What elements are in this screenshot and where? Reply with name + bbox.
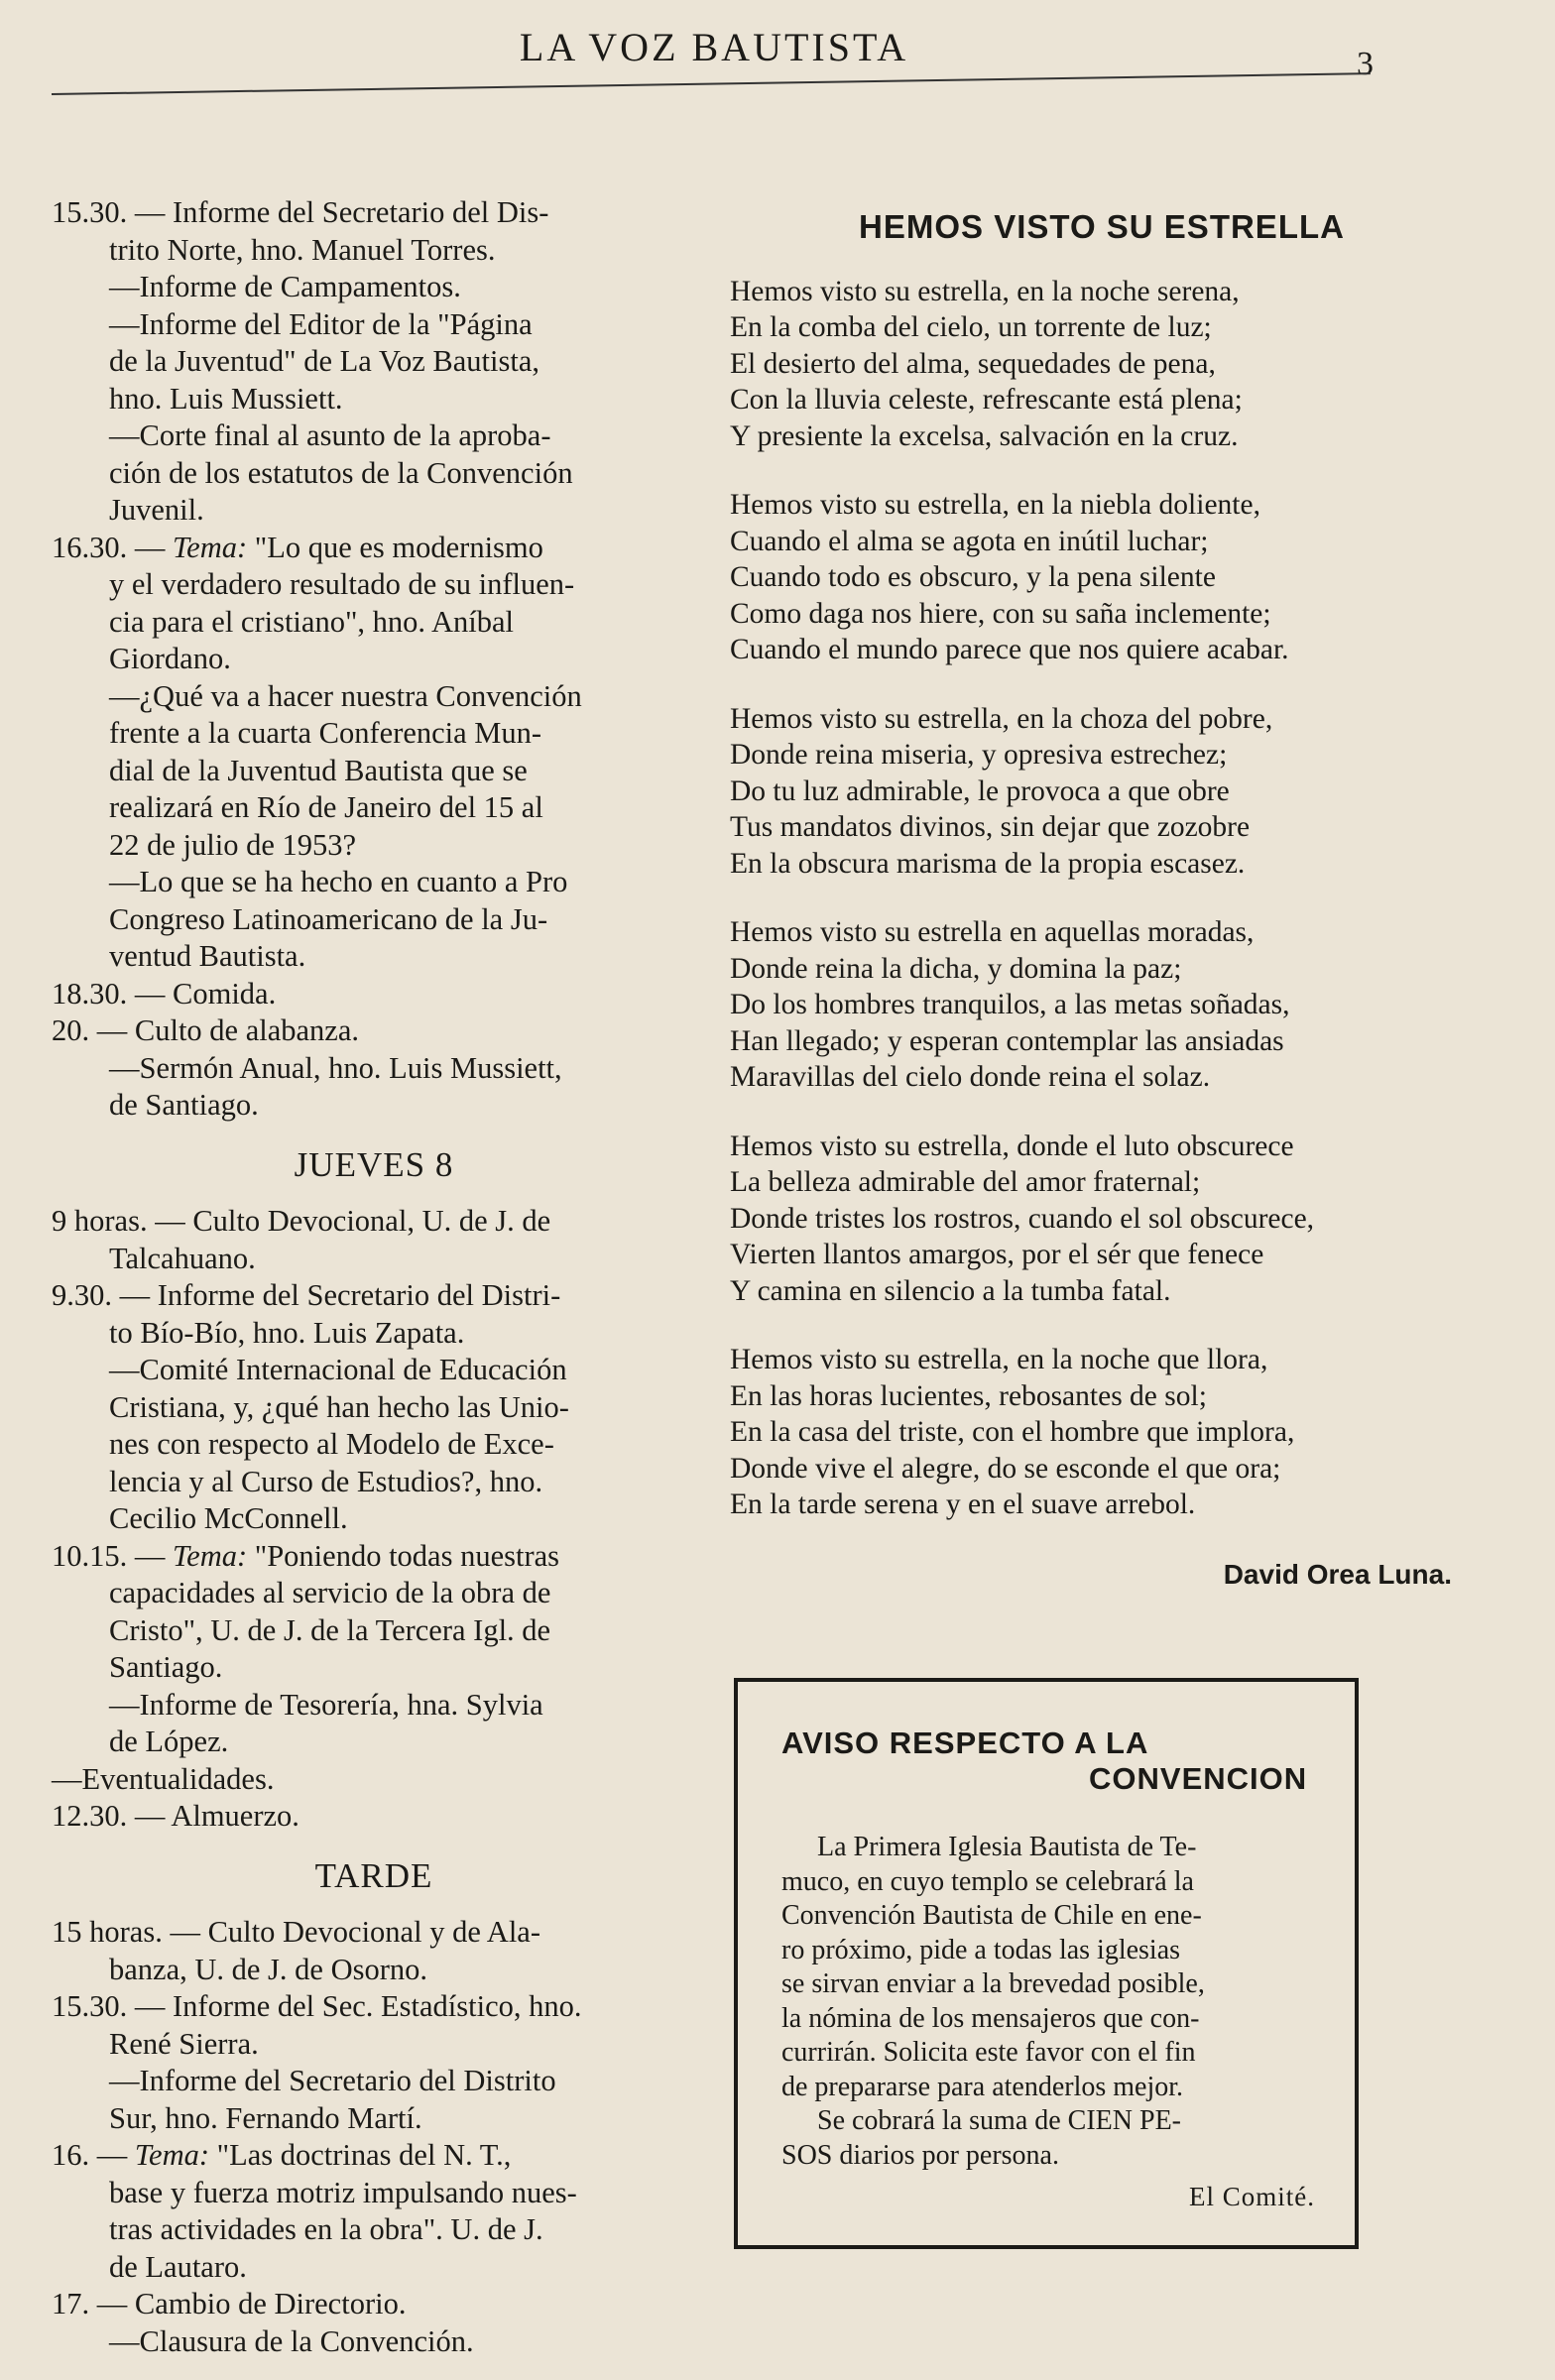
program-line: 9 horas. — Culto Devocional, U. de J. de bbox=[52, 1204, 551, 1238]
program-line: 9.30. — Informe del Secretario del Distri- bbox=[52, 1278, 561, 1312]
poem-line: Hemos visto su estrella, en la noche que llora, bbox=[730, 1344, 1268, 1375]
poem-line: El desierto del alma, sequedades de pena, bbox=[730, 347, 1216, 380]
poem-line: Donde tristes los rostros, cuando el sol obscurece, bbox=[730, 1202, 1315, 1235]
poem-line: Do tu luz admirable, le provoca a que obre bbox=[730, 774, 1230, 807]
poem-line: Han llegado; y esperan contemplar las ansiadas bbox=[730, 1024, 1284, 1057]
poem-line: Maravillas del cielo donde reina el solaz. bbox=[730, 1061, 1211, 1093]
program-line: 15.30. — Informe del Sec. Estadístico, hno. bbox=[52, 1989, 582, 2023]
program-line: ventud Bautista. bbox=[109, 939, 306, 973]
program-line: 22 de julio de 1953? bbox=[109, 827, 357, 862]
program-line: 17. — Cambio de Directorio. bbox=[52, 2287, 407, 2320]
program-line: Talcahuano. bbox=[109, 1241, 256, 1275]
program-line: —Eventualidades. bbox=[52, 1761, 275, 1796]
notice-line: currirán. Solicita este favor con el fin bbox=[781, 2037, 1196, 2068]
tema-text: "Lo que es modernismo bbox=[254, 530, 543, 564]
notice-line: Convención Bautista de Chile en ene- bbox=[781, 1900, 1202, 1931]
program-line bbox=[52, 2137, 696, 2175]
notice-line: ro próximo, pide a todas las iglesias bbox=[781, 1934, 1181, 1965]
tema-text: "Poniendo todas nuestras bbox=[254, 1538, 560, 1573]
program-line: —Informe del Secretario del Distrito bbox=[109, 2064, 556, 2097]
poem-line: Cuando el alma se agota en inútil luchar; bbox=[730, 525, 1209, 557]
program-line: Cristo", U. de J. de la Tercera Igl. de bbox=[109, 1612, 551, 1647]
program-line: ción de los estatutos de la Convención bbox=[109, 455, 573, 490]
page-number: 3 bbox=[1357, 46, 1374, 82]
program-line: nes con respecto al Modelo de Exce- bbox=[109, 1427, 554, 1461]
poem-line: Y presiente la excelsa, salvación en la cruz. bbox=[730, 419, 1239, 452]
program-line: Congreso Latinoamericano de la Ju- bbox=[109, 901, 548, 936]
notice-signature: El Comité. bbox=[1189, 2182, 1315, 2211]
notice-title-line: CONVENCION bbox=[1089, 1761, 1308, 1796]
tema-text: "Las doctrinas del N. T., bbox=[216, 2138, 512, 2172]
poem-line: La belleza admirable del amor fraternal; bbox=[730, 1166, 1201, 1198]
tema-label: Tema: bbox=[134, 2138, 210, 2172]
afternoon-heading: TARDE bbox=[314, 1855, 433, 1895]
program-line bbox=[52, 530, 696, 567]
poem-line: Hemos visto su estrella en aquellas moradas, bbox=[730, 916, 1255, 948]
poem-author: David Orea Luna. bbox=[1223, 1558, 1452, 1590]
program-line: banza, U. de J. de Osorno. bbox=[109, 1952, 428, 1986]
program-line: realizará en Río de Janeiro del 15 al bbox=[109, 790, 543, 824]
poem-line: En la comba del cielo, un torrente de luz; bbox=[730, 311, 1212, 343]
program-line: trito Norte, hno. Manuel Torres. bbox=[109, 232, 496, 267]
poem-title: HEMOS VISTO SU ESTRELLA bbox=[859, 208, 1345, 245]
poem-line: Cuando todo es obscuro, y la pena silente bbox=[730, 561, 1216, 593]
poem-line: Donde reina la dicha, y domina la paz; bbox=[730, 952, 1182, 985]
poem-line: En la casa del triste, con el hombre que implora, bbox=[730, 1416, 1295, 1448]
notice-body bbox=[781, 1831, 1337, 2173]
time-label: 16.30. — bbox=[52, 530, 166, 564]
notice-line: muco, en cuyo templo se celebrará la bbox=[781, 1865, 1194, 1897]
poem-stanza bbox=[730, 1129, 1474, 1310]
program-line: de López. bbox=[109, 1725, 229, 1758]
header-rule bbox=[52, 72, 1371, 95]
time-label: 10.15. — bbox=[52, 1538, 166, 1573]
program-line: 18.30. — Comida. bbox=[52, 976, 277, 1011]
poem-stanza bbox=[730, 274, 1474, 455]
poem-line: En las horas lucientes, rebosantes de sol; bbox=[730, 1379, 1207, 1412]
poem-line: Con la lluvia celeste, refrescante está plena; bbox=[730, 384, 1243, 416]
program-line: Cecilio McConnell. bbox=[109, 1501, 348, 1535]
notice-line: la nómina de los mensajeros que con- bbox=[781, 2002, 1200, 2034]
poem-line: Hemos visto su estrella, en la niebla doliente, bbox=[730, 489, 1260, 521]
notice-line: de prepararse para atenderlos mejor. bbox=[781, 2071, 1184, 2102]
poem-line: Vierten llantos amargos, por el sér que fenece bbox=[730, 1239, 1264, 1270]
tema-label: Tema: bbox=[173, 1538, 248, 1573]
program-line: tras actividades en la obra". U. de J. bbox=[109, 2212, 543, 2246]
program-line: capacidades al servicio de la obra de bbox=[109, 1576, 551, 1609]
poem-line: Donde reina miseria, y opresiva estrechez; bbox=[730, 739, 1228, 771]
program-line: 12.30. — Almuerzo. bbox=[52, 1799, 299, 1833]
program-line: cia para el cristiano", hno. Aníbal bbox=[109, 604, 514, 639]
program-line bbox=[52, 1538, 696, 1576]
program-line: y el verdadero resultado de su influen- bbox=[109, 567, 575, 601]
program-line: —Informe de Tesorería, hna. Sylvia bbox=[109, 1687, 543, 1722]
program-column bbox=[52, 194, 696, 2360]
program-line: Santiago. bbox=[109, 1650, 223, 1684]
poem-stanza bbox=[730, 1342, 1474, 1523]
program-line: Giordano. bbox=[109, 642, 231, 675]
tema-label: Tema: bbox=[173, 530, 248, 564]
poem-line: Donde vive el alegre, do se esconde el que ora; bbox=[730, 1452, 1281, 1485]
notice-line: La Primera Iglesia Bautista de Te- bbox=[817, 1832, 1197, 1862]
program-line: frente a la cuarta Conferencia Mun- bbox=[109, 716, 542, 750]
poem-line: En la obscura marisma de la propia escasez. bbox=[730, 847, 1246, 880]
program-line: 15 horas. — Culto Devocional y de Ala- bbox=[52, 1915, 540, 1949]
program-line: de la Juventud" de La Voz Bautista, bbox=[109, 344, 539, 378]
poem-line: Cuando el mundo parece que nos quiere acabar. bbox=[730, 634, 1289, 665]
poem-line: Hemos visto su estrella, en la noche serena, bbox=[730, 275, 1240, 307]
notice-title-line: AVISO RESPECTO A LA bbox=[781, 1726, 1149, 1760]
day-heading: JUEVES 8 bbox=[294, 1144, 454, 1184]
poem-line: Tus mandatos divinos, sin dejar que zozobre bbox=[730, 811, 1251, 843]
program-line: —Comité Internacional de Educación bbox=[109, 1353, 567, 1386]
program-line: —Informe de Campamentos. bbox=[109, 270, 461, 303]
program-line: dial de la Juventud Bautista que se bbox=[109, 753, 528, 787]
program-line: Cristiana, y, ¿qué han hecho las Unio- bbox=[109, 1389, 569, 1424]
program-line: base y fuerza motriz impulsando nues- bbox=[109, 2175, 577, 2209]
poem-line: Do los hombres tranquilos, a las metas soñadas, bbox=[730, 989, 1290, 1020]
notice-title bbox=[781, 1726, 1337, 1797]
notice-line: Se cobrará la suma de CIEN PE- bbox=[817, 2105, 1181, 2136]
program-line: 20. — Culto de alabanza. bbox=[52, 1013, 359, 1047]
program-line: de Lautaro. bbox=[109, 2249, 247, 2284]
poem-stanza bbox=[730, 914, 1474, 1096]
program-line: hno. Luis Mussiett. bbox=[109, 381, 343, 416]
program-line: René Sierra. bbox=[109, 2026, 259, 2061]
program-line: to Bío-Bío, hno. Luis Zapata. bbox=[109, 1315, 465, 1350]
program-line: —Sermón Anual, hno. Luis Mussiett, bbox=[109, 1050, 562, 1085]
notice-line: SOS diarios por persona. bbox=[781, 2139, 1059, 2171]
poem-line: Hemos visto su estrella, donde el luto obscurece bbox=[730, 1130, 1294, 1162]
poem-stanza bbox=[730, 487, 1474, 668]
program-line: Sur, hno. Fernando Martí. bbox=[109, 2100, 422, 2135]
poem-line: Como daga nos hiere, con su saña inclemente; bbox=[730, 597, 1271, 630]
program-line: —¿Qué va a hacer nuestra Convención bbox=[109, 678, 582, 713]
running-head: LA VOZ BAUTISTA bbox=[519, 25, 909, 69]
poem-line: En la tarde serena y en el suave arrebol. bbox=[730, 1488, 1196, 1520]
program-line: Juvenil. bbox=[109, 493, 204, 527]
notice-line: se sirvan enviar a la brevedad posible, bbox=[781, 1968, 1205, 1999]
poem-column bbox=[730, 194, 1474, 1593]
program-line: lencia y al Curso de Estudios?, hno. bbox=[109, 1464, 543, 1498]
notice-box bbox=[734, 1678, 1359, 2249]
poem-line: Hemos visto su estrella, en la choza del pobre, bbox=[730, 702, 1273, 735]
poem-line: Y camina en silencio a la tumba fatal. bbox=[730, 1274, 1171, 1307]
program-line: de Santiago. bbox=[109, 1088, 259, 1122]
program-line: —Corte final al asunto de la aproba- bbox=[109, 418, 551, 452]
program-line: —Clausura de la Convención. bbox=[109, 2323, 474, 2358]
program-line: —Lo que se ha hecho en cuanto a Pro bbox=[109, 865, 568, 898]
time-label: 16. — bbox=[52, 2138, 128, 2172]
program-line: 15.30. — Informe del Secretario del Dis- bbox=[52, 195, 549, 229]
poem-stanza bbox=[730, 701, 1474, 883]
program-line: —Informe del Editor de la "Página bbox=[109, 306, 533, 341]
